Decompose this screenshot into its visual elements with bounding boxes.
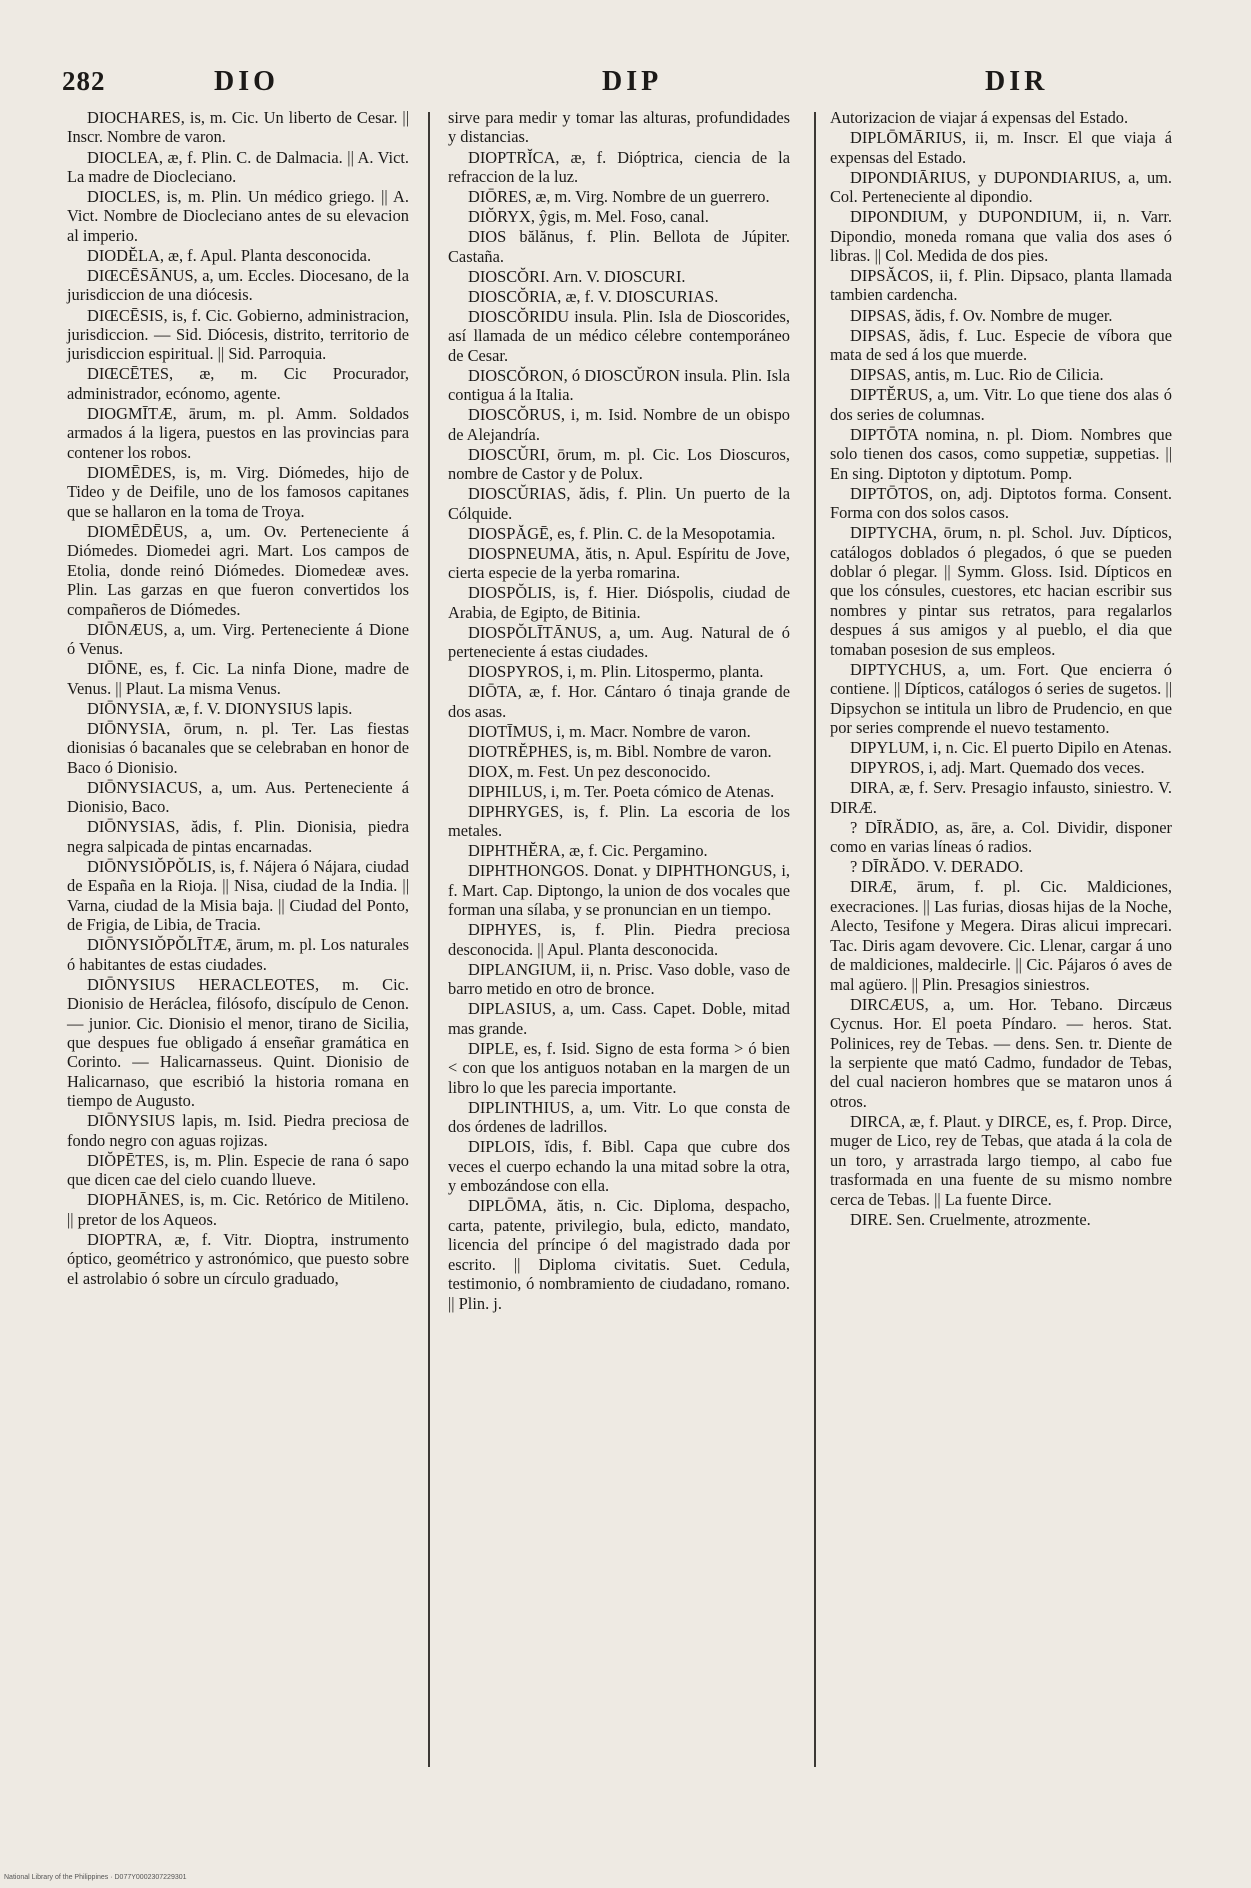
dictionary-entry: DIOPTRA, æ, f. Vitr. Dioptra, instrumento óptico, geométrico y astronómico, que puesto sobre el astrolabio ó sobre un círculo graduado, — [67, 1229, 409, 1288]
dictionary-entry: DIOPTRĬCA, æ, f. Dióptrica, ciencia de la refraccion de la luz. — [448, 147, 790, 186]
dictionary-entry: DIOMĒDES, is, m. Virg. Diómedes, hijo de Tideo y de Deifile, uno de los famosos capitanes que se hallaron en la toma de Troya. — [67, 462, 409, 521]
dictionary-entry: DIOSCŎRIDU insula. Plin. Isla de Dioscorides, así llamada de un médico célebre contemporáneo de Cesar. — [448, 306, 790, 365]
dictionary-entry: DIOCHARES, is, m. Cic. Un liberto de Cesar. || Inscr. Nombre de varon. — [67, 108, 409, 147]
dictionary-entry: DIOSCŎRIA, æ, f. V. DIOSCURIAS. — [468, 286, 719, 306]
dictionary-entry: DIPLOIS, ĭdis, f. Bibl. Capa que cubre dos veces el cuerpo echando la una mitad sobre la otra, y embozándose con ella. — [448, 1137, 790, 1196]
dictionary-entry: DIOSPŎLIS, is, f. Hier. Dióspolis, ciudad de Arabia, de Egipto, de Bitinia. — [448, 583, 790, 622]
dictionary-entry: DIPLASIUS, a, um. Cass. Capet. Doble, mitad mas grande. — [448, 999, 790, 1038]
dictionary-entry: DIOSPNEUMA, ătis, n. Apul. Espíritu de Jove, cierta especie de la yerba romarina. — [448, 543, 790, 583]
dictionary-entry: DIRA, æ, f. Serv. Presagio infausto, siniestro. V. DIRÆ. — [830, 778, 1172, 817]
dictionary-entry: DIOMĒDĒUS, a, um. Ov. Perteneciente á Diómedes. Diomedei agri. Mart. Los campos de Etolia, donde reinó Diómedes. Diomedeæ aves. Plin. Las garzas en que fueron convertidos los compañeros de Diómedes. — [67, 521, 409, 619]
dictionary-entry: DIPYROS, i, adj. Mart. Quemado dos veces. — [850, 758, 1145, 778]
dictionary-entry: DIŌNYSIA, ōrum, n. pl. Ter. Las fiestas dionisias ó bacanales que se celebraban en honor de Baco ó Dionisio. — [67, 718, 409, 777]
dictionary-entry: DIODĔLA, æ, f. Apul. Planta desconocida. — [87, 245, 372, 265]
dictionary-entry: DIŌRES, æ, m. Virg. Nombre de un guerrero. — [468, 187, 770, 206]
scan-credit: National Library of the Philippines · D077Y0002307229301 — [4, 1874, 187, 1881]
dictionary-entry: DIPLŌMA, ătis, n. Cic. Diploma, despacho, carta, patente, privilegio, bula, edicto, mandato, licencia del príncipe ó del magistrado dada por escrito. || Diploma civitatis. Suet. Cedula, testimonio, ó nombramiento de ciudadano, romano. || Plin. j. — [448, 1196, 790, 1313]
dictionary-entry: DIŌNYSIŎPŎLIS, is, f. Nájera ó Nájara, ciudad de España en la Rioja. || Nisa, ciudad de la India. || Varna, ciudad de la Misia baja. || Ciudad del Ponto, de Frigia, de Libia, de Tracia. — [67, 856, 409, 935]
dictionary-entry: DIŌNYSIA, æ, f. V. DIONYSIUS lapis. — [87, 698, 353, 718]
dictionary-entry: DIŒCĒSĀNUS, a, um. Eccles. Diocesano, de la jurisdiccion de una diócesis. — [67, 266, 409, 305]
dictionary-entry: DIOCLEA, æ, f. Plin. C. de Dalmacia. || A. Vict. La madre de Diocleciano. — [67, 147, 409, 186]
dictionary-entry: DIPTŌTA nomina, n. pl. Diom. Nombres que solo tienen dos casos, como suppetiæ, suppetias. || En sing. Diptoton y diptotum. Pomp. — [830, 424, 1172, 483]
dictionary-entry: DIPTŌTOS, on, adj. Diptotos forma. Consent. Forma con dos solos casos. — [830, 483, 1172, 522]
dictionary-entry: DIŌTA, æ, f. Hor. Cántaro ó tinaja grande de dos asas. — [448, 682, 790, 721]
dictionary-entry: DIŌNYSIACUS, a, um. Aus. Perteneciente á Dionisio, Baco. — [67, 777, 409, 817]
dictionary-entry: DIŒCĒTES, æ, m. Cic Procurador, administrador, ecónomo, agente. — [67, 364, 409, 403]
dictionary-entry: DIŎRYX, ŷgis, m. Mel. Foso, canal. — [468, 207, 709, 227]
dictionary-entry: DIOSPYROS, i, m. Plin. Litospermo, planta. — [468, 662, 764, 682]
dictionary-entry: DIPSAS, ădis, f. Ov. Nombre de muger. — [850, 305, 1113, 325]
dictionary-entry: DIRCÆUS, a, um. Hor. Tebano. Dircæus Cycnus. Hor. El poeta Píndaro. — heros. Stat. Polinices, rey de Tebas. — dens. Sen. tr. Diente de la serpiente que mató Cadmo, fundador de Tebas, del cual nacieron hombres que se mataron unos á otros. — [830, 994, 1172, 1111]
dictionary-entry: DIRCA, æ, f. Plaut. y DIRCE, es, f. Prop. Dirce, muger de Lico, rey de Tebas, que atada á la cola de un toro, y arrastrada largo tiempo, al cabo fue trasformada en una fuente de su mismo nombre cerca de Tebas. || La fuente Dirce. — [830, 1111, 1172, 1209]
running-head-left: DIO — [214, 66, 279, 97]
dictionary-entry: DIŌNYSIAS, ădis, f. Plin. Dionisia, piedra negra salpicada de pintas encarnadas. — [67, 817, 409, 856]
dictionary-entry: sirve para medir y tomar las alturas, profundidades y distancias. — [448, 108, 790, 147]
dictionary-entry: DIPLINTHIUS, a, um. Vitr. Lo que consta de dos órdenes de ladrillos. — [448, 1097, 790, 1137]
dictionary-entry: DIPTYCHUS, a, um. Fort. Que encierra ó contiene. || Dípticos, catálogos ó series de sugetos. || Dipsychon se intitula un libro de Prudencio, en que por series comprende el nuevo testamento. — [830, 659, 1172, 738]
dictionary-entry: Autorizacion de viajar á expensas del Estado. — [830, 108, 1129, 127]
dictionary-entry: DIOSCŬRI, ōrum, m. pl. Cic. Los Dioscuros, nombre de Castor y de Polux. — [448, 444, 790, 484]
dictionary-entry: DIŎPĒTES, is, m. Plin. Especie de rana ó sapo que dicen cae del cielo cuando llueve. — [67, 1150, 409, 1190]
dictionary-entry: DIPHILUS, i, m. Ter. Poeta cómico de Atenas. — [468, 781, 775, 801]
dictionary-entry: ? DĪRĂDO. V. DERADO. — [850, 857, 1024, 877]
dictionary-entry: DIPLE, es, f. Isid. Signo de esta forma > ó bien < con que los antiguos notaban en la margen de un libro lo que les parecia importante. — [448, 1038, 790, 1097]
dictionary-entry: DIOSPĂGĒ, es, f. Plin. C. de la Mesopotamia. — [468, 523, 776, 543]
running-head-right: DIR — [985, 66, 1049, 97]
dictionary-entry: DIOGMĪTÆ, ārum, m. pl. Amm. Soldados armados á la ligera, puestos en las provincias para contener los robos. — [67, 403, 409, 462]
column-middle — [448, 108, 790, 1314]
dictionary-entry: DIOS bălănus, f. Plin. Bellota de Júpiter. Castaña. — [448, 227, 790, 266]
dictionary-entry: DIPHRYGES, is, f. Plin. La escoria de los metales. — [448, 801, 790, 841]
dictionary-entry: DIOSCŎRON, ó DIOSCŬRON insula. Plin. Isla contigua á la Italia. — [448, 365, 790, 405]
dictionary-entry: DIOSPŎLĪTĀNUS, a, um. Aug. Natural de ó perteneciente á estas ciudades. — [448, 622, 790, 662]
dictionary-entry: DIPSĂCOS, ii, f. Plin. Dipsaco, planta llamada tambien cardencha. — [830, 266, 1172, 305]
dictionary-entry: DIOSCŬRIAS, ădis, f. Plin. Un puerto de la Cólquide. — [448, 484, 790, 523]
dictionary-entry: DIPHTHONGOS. Donat. y DIPHTHONGUS, i, f. Mart. Cap. Diptongo, la union de dos vocales que forman una sílaba, y se pronuncian en un tiempo. — [448, 861, 790, 920]
dictionary-entry: DIPONDIUM, y DUPONDIUM, ii, n. Varr. Dipondio, moneda romana que valia dos ases ó libras. || Col. Medida de dos pies. — [830, 207, 1172, 265]
dictionary-entry: DIOTĪMUS, i, m. Macr. Nombre de varon. — [468, 721, 751, 741]
dictionary-entry: DIOPHĀNES, is, m. Cic. Retórico de Mitileno. || pretor de los Aqueos. — [67, 1190, 409, 1229]
dictionary-entry: DIŌNE, es, f. Cic. La ninfa Dione, madre de Venus. || Plaut. La misma Venus. — [67, 659, 409, 698]
dictionary-entry: DIŌNYSIUS HERACLEOTES, m. Cic. Dionisio de Heráclea, filósofo, discípulo de Cenon. — junior. Cic. Dionisio el menor, tirano de Sicilia, que despues fue obligado á enseñar gramática en Corinto. — Halicarnasseus. Quint. Dionisio de Halicarnaso, que escribió la historia romana en tiempo de Augusto. — [67, 974, 409, 1111]
dictionary-entry: DIPHTHĔRA, æ, f. Cic. Pergamino. — [468, 841, 708, 861]
dictionary-entry: DIRÆ, ārum, f. pl. Cic. Maldiciones, execraciones. || Las furias, diosas hijas de la Noche, Alecto, Tesifone y Megera. Diras alicui imprecari. Tac. Diris agam devovere. Cic. Llenar, cargar á uno de maldiciones, maldecirle. || Cic. Pájaros ó aves de mal agüero. || Plin. Presagios siniestros. — [830, 877, 1172, 994]
dictionary-entry: DIŌNÆUS, a, um. Virg. Perteneciente á Dione ó Venus. — [67, 619, 409, 659]
dictionary-entry: DIPONDIĀRIUS, y DUPONDIARIUS, a, um. Col. Perteneciente al dipondio. — [830, 167, 1172, 206]
dictionary-entry: DIOCLES, is, m. Plin. Un médico griego. || A. Vict. Nombre de Diocleciano antes de su elevacion al imperio. — [67, 187, 409, 245]
dictionary-entry: DIŒCĒSIS, is, f. Cic. Gobierno, administracion, jurisdiccion. — Sid. Diócesis, distrito, territorio de jurisdiccion espiritual. || Sid. Parroquia. — [67, 305, 409, 364]
running-header — [62, 66, 1182, 106]
dictionary-entry: DIPLANGIUM, ii, n. Prisc. Vaso doble, vaso de barro metido en otro de bronce. — [448, 959, 790, 999]
dictionary-entry: DIPHYES, is, f. Plin. Piedra preciosa desconocida. || Apul. Planta desconocida. — [448, 920, 790, 959]
dictionary-entry: DIPTYCHA, ōrum, n. pl. Schol. Juv. Dípticos, catálogos doblados ó plegados, ó que se pueden doblar ó plegar. || Symm. Gloss. Isid. Dípticos en que los cónsules, cuestores, etc hacian escribir sus nombres y pintar sus retratos, para regalarlos despues á sus amigos y al pueblo, el dia que tomaban posesion de sus empleos. — [830, 523, 1172, 659]
column-divider — [428, 112, 430, 1767]
dictionary-entry: DIPTĔRUS, a, um. Vitr. Lo que tiene dos alas ó dos series de columnas. — [830, 385, 1172, 424]
dictionary-entry: DIOX, m. Fest. Un pez desconocido. — [468, 761, 711, 781]
page-number: 282 — [62, 66, 106, 96]
dictionary-entry: DIOSCŎRI. Arn. V. DIOSCURI. — [468, 266, 686, 286]
column-left — [67, 108, 409, 1289]
dictionary-entry: DIRE. Sen. Cruelmente, atrozmente. — [850, 1209, 1091, 1229]
dictionary-entry: DIŌNYSIŎPŎLĪTÆ, ārum, m. pl. Los naturales ó habitantes de estas ciudades. — [67, 935, 409, 974]
column-right — [830, 108, 1172, 1230]
column-divider — [814, 112, 816, 1767]
dictionary-entry: DIPSAS, antis, m. Luc. Rio de Cilicia. — [850, 365, 1104, 385]
dictionary-entry: ? DĪRĂDIO, as, āre, a. Col. Dividir, disponer como en varias líneas ó radios. — [830, 817, 1172, 857]
dictionary-entry: DIŌNYSIUS lapis, m. Isid. Piedra preciosa de fondo negro con aguas rojizas. — [67, 1111, 409, 1150]
dictionary-entry: DIPSAS, ădis, f. Luc. Especie de víbora que mata de sed á los que muerde. — [830, 325, 1172, 364]
running-head-center: DIP — [602, 66, 663, 97]
dictionary-entry: DIPYLUM, i, n. Cic. El puerto Dipilo en Atenas. — [850, 738, 1172, 758]
dictionary-entry: DIOTRĔPHES, is, m. Bibl. Nombre de varon. — [468, 741, 772, 761]
dictionary-entry: DIPLŌMĀRIUS, ii, m. Inscr. El que viaja á expensas del Estado. — [830, 128, 1172, 167]
dictionary-entry: DIOSCŎRUS, i, m. Isid. Nombre de un obispo de Alejandría. — [448, 405, 790, 444]
